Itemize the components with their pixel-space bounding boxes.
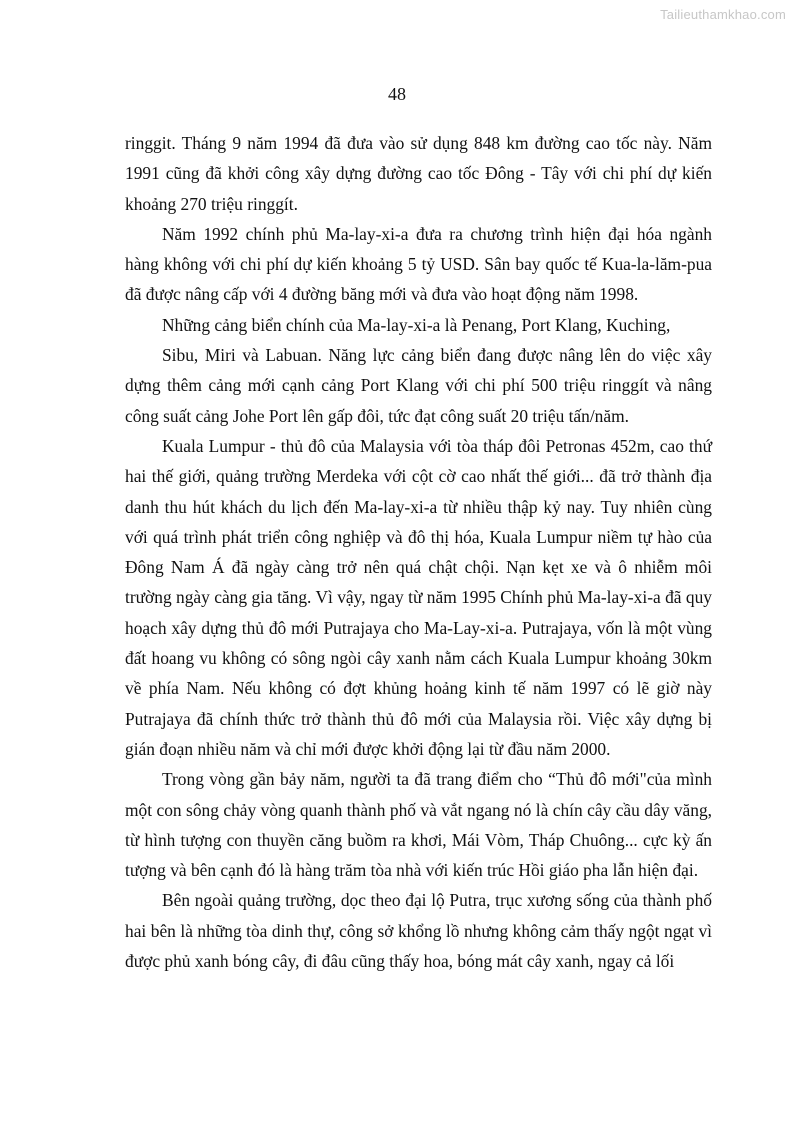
watermark-text: Tailieuthamkhao.com [660, 7, 786, 22]
paragraph-4: Sibu, Miri và Labuan. Năng lực cảng biển đang được nâng lên do việc xây dựng thêm cảng mới cạnh cảng Port Klang với chi phí 500 triệu ringgít và nâng công suất cảng Johe Port lên gấp đôi, tức đạt công suất 20 triệu tấn/năm. [125, 345, 712, 426]
paragraph-7: Bên ngoài quảng trường, dọc theo đại lộ Putra, trục xương sống của thành phố hai bên là những tòa dinh thự, công sở khổng lồ nhưng không cảm thấy ngột ngạt vì được phủ xanh bóng cây, đi đâu cũng thấy hoa, bóng mát cây xanh, ngay cả lối [125, 890, 712, 972]
paragraph-6: Trong vòng gần bảy năm, người ta đã trang điểm cho “Thủ đô mới"của mình một con sông chảy vòng quanh thành phố và vắt ngang nó là chín cây cầu dây văng, từ hình tượng con thuyền căng buồm ra khơi, Mái Vòm, Tháp Chuông... cực kỳ ấn tượng và bên cạnh đó là hàng trăm tòa nhà với kiến trúc Hồi giáo pha lẫn hiện đại. [125, 769, 712, 881]
document-body [125, 128, 712, 976]
paragraph-1: ringgit. Tháng 9 năm 1994 đã đưa vào sử dụng 848 km đường cao tốc này. Năm 1991 cũng đã khởi công xây dựng đường cao tốc Đông - Tây với chi phí dự kiến khoảng 270 triệu ringgít. [125, 133, 712, 214]
page-number: 48 [388, 84, 406, 104]
paragraph-5: Kuala Lumpur - thủ đô của Malaysia với tòa tháp đôi Petronas 452m, cao thứ hai thế giới, quảng trường Merdeka với cột cờ cao nhất thế giới... đã trở thành địa danh thu hút khách du lịch đến Ma-lay-xi-a từ nhiều thập kỷ nay. Tuy nhiên cùng với quá trình phát triển công nghiệp và đô thị hóa, Kuala Lumpur niềm tự hào của Đông Nam Á đã ngày càng trở nên quá chật chội. Nạn kẹt xe và ô nhiễm môi trường ngày càng gia tăng. Vì vậy, ngay từ năm 1995 Chính phủ Ma-lay-xi-a đã quy hoạch xây dựng thủ đô mới Putrajaya cho Ma-Lay-xi-a. Putrajaya, vốn là một vùng đất hoang vu không có sông ngòi cây xanh nằm cách Kuala Lumpur khoảng 30km về phía Nam. Nếu không có đợt khủng hoảng kinh tế năm 1997 có lẽ giờ này Putrajaya đã chính thức trở thành thủ đô mới của Malaysia rồi. Việc xây dựng bị gián đoạn nhiều năm và chỉ mới được khởi động lại từ đầu năm 2000. [125, 435, 712, 759]
paragraph-2: Năm 1992 chính phủ Ma-lay-xi-a đưa ra chương trình hiện đại hóa ngành hàng không với chi phí dự kiến khoảng 5 tỷ USD. Sân bay quốc tế Kua-la-lăm-pua đã được nâng cấp với 4 đường băng mới và đưa vào hoạt động năm 1998. [125, 223, 712, 305]
paragraph-3: Những cảng biển chính của Ma-lay-xi-a là Penang, Port Klang, Kuching, [162, 314, 671, 335]
